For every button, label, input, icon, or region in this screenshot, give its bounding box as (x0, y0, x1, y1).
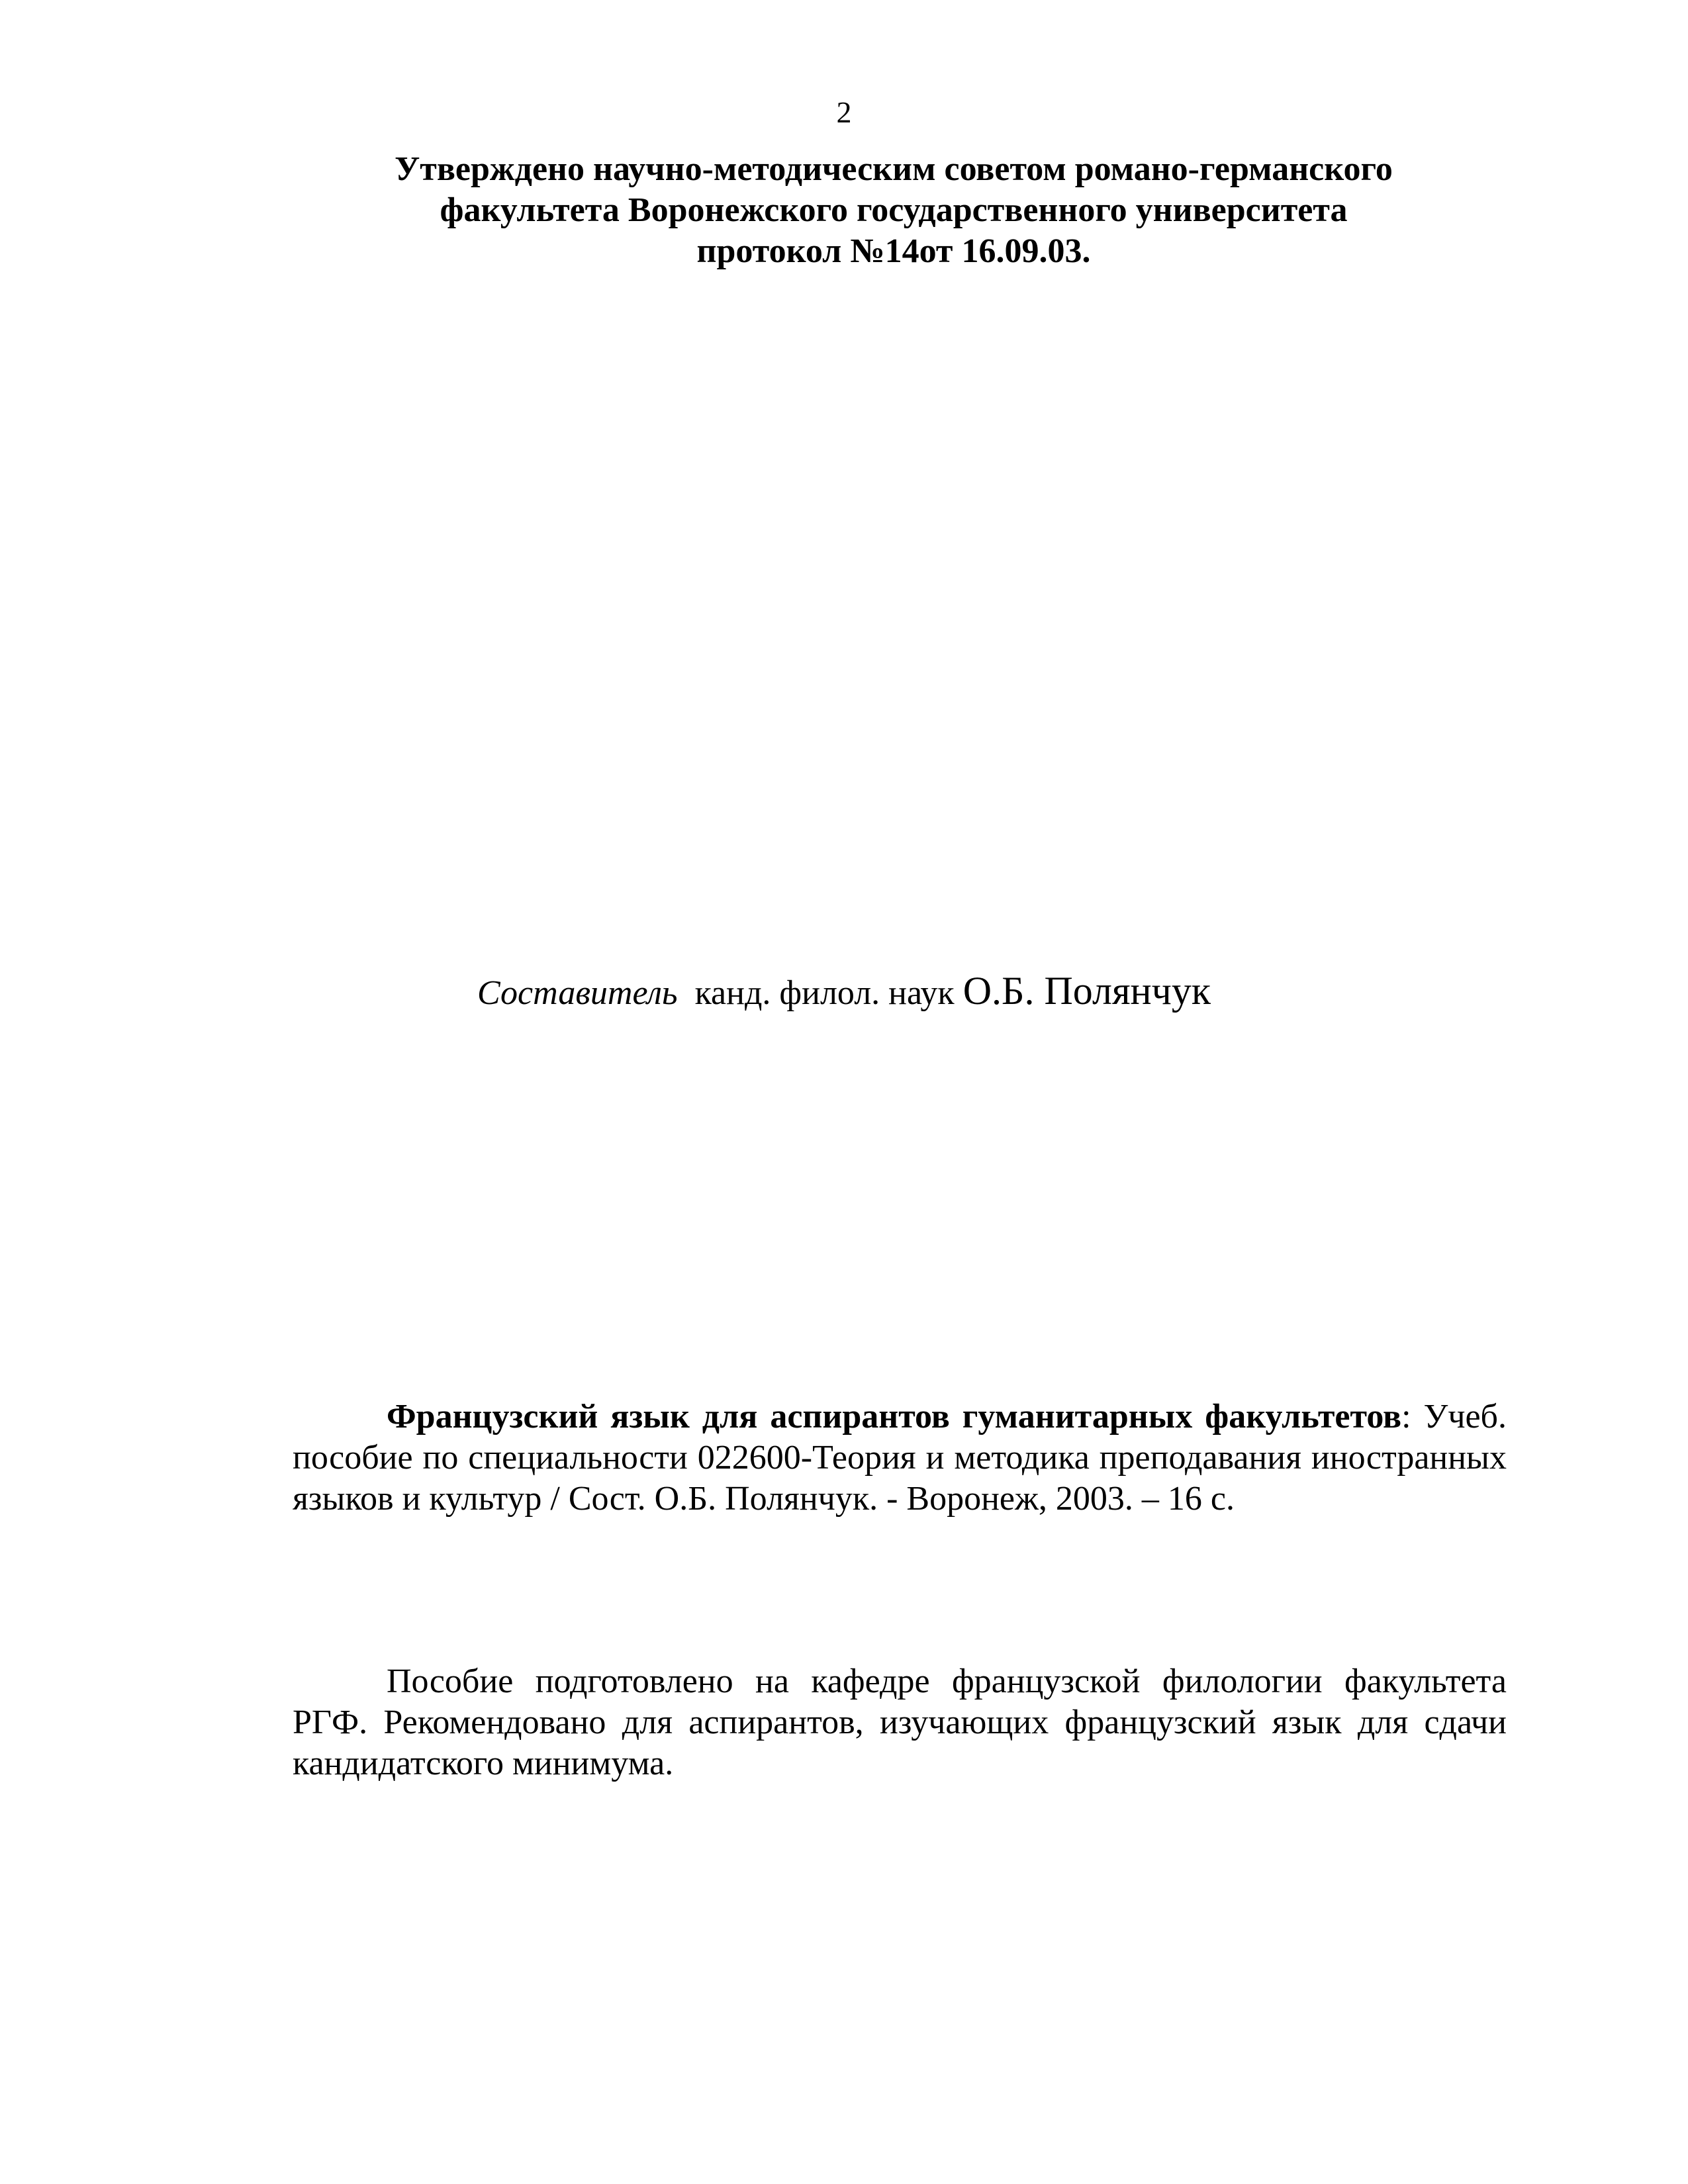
annotation (293, 1661, 1507, 1784)
page-number: 2 (836, 95, 852, 129)
title-colon: : (1401, 1398, 1411, 1435)
compiler-role: Составитель (477, 974, 678, 1012)
approval-line-1: Утверждено научно-методическим советом романо-германского (395, 150, 1393, 188)
compiler-name: О.Б. Полянчук (962, 969, 1211, 1013)
approval-line-3: протокол №14от 16.09.03. (696, 232, 1091, 270)
compiler-degree: канд. филол. наук (694, 974, 955, 1012)
book-title: Французский язык для аспирантов гуманитарных факультетов (387, 1398, 1402, 1435)
approval-line-2: факультета Воронежского государственного университета (440, 191, 1348, 229)
bibliographic-description (293, 1396, 1507, 1520)
compiler-line (0, 968, 1688, 1017)
bibliographic-paragraph (293, 1396, 1507, 1520)
approval-statement (318, 149, 1470, 272)
annotation-paragraph: Пособие подготовлено на кафедре французской филологии факультета РГФ. Рекомендовано для аспирантов, изучающих французский язык для сдачи кандидатского минимума. (293, 1662, 1507, 1782)
bibliographic-body: Учеб. пособие по специальности 022600-Теория и методика преподавания иностранных языков и культур / Сост. О.Б. Полянчук. - Воронеж, 2003. – 16 с. (293, 1398, 1507, 1518)
